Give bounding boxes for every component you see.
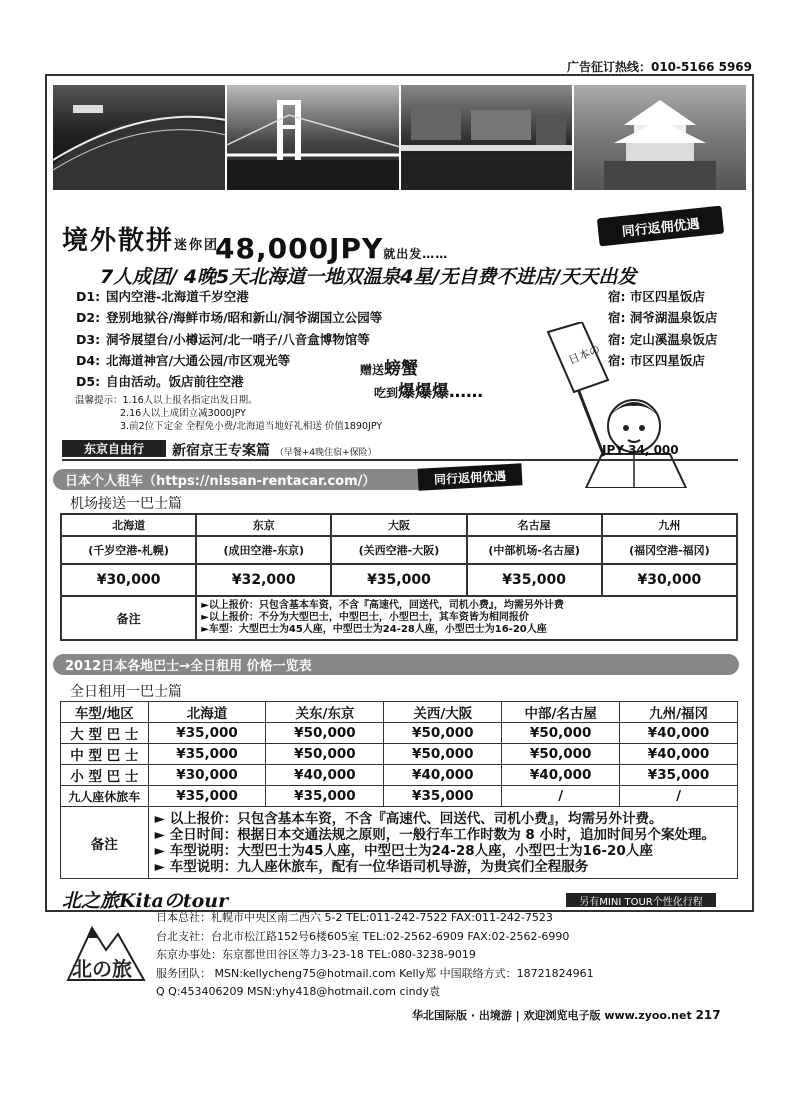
rainbow-bridge-photo (227, 85, 399, 190)
table-cell: (千岁空港-札幌) (61, 536, 196, 564)
table-cell: ¥35,000 (266, 786, 384, 807)
gift-line (360, 358, 483, 381)
table-cell: (成田空港-东京) (196, 536, 331, 564)
table-cell: ¥40,000 (502, 765, 620, 786)
table-row (61, 765, 738, 786)
table-header: 九州/福冈 (620, 702, 738, 723)
table-cell: 九州 (602, 514, 737, 536)
rental-subtitle: 机场接送一巴士篇 (70, 496, 182, 512)
hotel-item: 宿: 市区四星饭店 (608, 352, 705, 368)
tour-title-sub: 迷你团 (174, 238, 220, 253)
itinerary-item (76, 307, 382, 328)
contact-info (156, 909, 594, 1002)
company-logo (62, 910, 148, 988)
remark-line: ►车型：大型巴士为45人座，中型巴士为24-28人座，小型巴士为16-20人座 (201, 624, 547, 635)
remark-cell (148, 807, 737, 879)
table-cell: ¥50,000 (502, 723, 620, 744)
table-cell: ¥50,000 (266, 744, 384, 765)
itinerary-item (76, 350, 382, 371)
table-cell: ¥50,000 (502, 744, 620, 765)
tokyo-title-text: 新宿京王专案篇 (172, 443, 270, 459)
tour-title-main: 境外散拼 (62, 226, 175, 256)
tokyo-free-label: 东京自由行 (62, 440, 166, 457)
tour-price-value: 48,000JPY (215, 232, 384, 265)
note-line: 温馨提示：1.16人以上报名指定出发日期。 (75, 395, 258, 406)
itinerary-item (76, 329, 382, 350)
gift-label: 吃到 (374, 386, 399, 400)
airport-transfer-table (60, 513, 738, 641)
table-cell: 东京 (196, 514, 331, 536)
remark-label: 备注 (61, 596, 196, 640)
remark-line: ► 以上报价：只包含基本车资，不含『高速代、回送代、司机小费』，均需另外计费。 (154, 810, 663, 827)
table-row (61, 786, 738, 807)
bus-header (53, 654, 739, 675)
tour-price-suffix: 就出发…… (383, 247, 449, 261)
table-cell: 北海道 (61, 514, 196, 536)
rental-header-text: 日本个人租车（https://nissan-rentacar.com/） (65, 474, 376, 489)
tokyo-package-title (172, 440, 377, 460)
bus-subtitle: 全日租用一巴士篇 (70, 684, 182, 700)
table-cell: ¥50,000 (384, 723, 502, 744)
minitour-label: 另有MINI TOUR个性化行程 (566, 893, 716, 907)
commission-stamp: 同行返佣优遇 (597, 206, 724, 247)
itinerary-item (76, 286, 382, 307)
table-cell: ¥35,000 (148, 744, 266, 765)
day-text: 北海道神宫/大通公园/市区观光等 (106, 352, 291, 368)
table-cell: ¥35,000 (148, 723, 266, 744)
hotel-item: 宿: 市区四星饭店 (608, 289, 705, 304)
itinerary-item (76, 371, 382, 392)
table-cell: 大 型 巴 士 (61, 723, 149, 744)
contact-line: Q Q:453406209 MSN:yhy418@hotmail.com cindy袁 (156, 985, 441, 998)
night-city-photo (53, 85, 225, 190)
table-cell: 九人座休旅车 (61, 786, 149, 807)
contact-line: 东京办事处：东京都世田谷区等力3-23-18 TEL:080-3238-9019 (156, 948, 476, 961)
table-cell: ¥32,000 (196, 564, 331, 596)
tokyo-title-note: （早餐+4晚住宿+保险） (274, 448, 377, 458)
hotel-item: 宿: 定山溪温泉饭店 (608, 331, 718, 347)
table-cell: (关西空港-大阪) (331, 536, 466, 564)
table-header: 车型/地区 (61, 702, 149, 723)
remark-line: ►以上报价：只包含基本车资，不含『高速代，回送代，司机小费』，均需另外计费 (201, 600, 564, 611)
tour-notes (75, 394, 382, 433)
table-header: 北海道 (148, 702, 266, 723)
photo-strip (53, 85, 746, 190)
tour-title (62, 220, 219, 257)
commission-badge: 同行返佣优遇 (417, 463, 522, 490)
day-label: D3: (76, 331, 101, 347)
remark-line: ► 车型说明：大型巴士为45人座，中型巴士为24-28人座，小型巴士为16-20人座 (154, 842, 653, 859)
note-line: 3.前2位下定金 全程免小费/北海道当地好礼相送 价值1890JPY (120, 421, 383, 432)
contact-line: 服务团队： MSN:kellycheng75@hotmail.com Kelly郑 中国联络方式：18721824961 (156, 966, 594, 980)
ad-hotline: 广告征订热线：010-5166 5969 (566, 60, 752, 74)
table-header: 中部/名古屋 (502, 702, 620, 723)
table-cell: ¥50,000 (266, 723, 384, 744)
table-row (61, 723, 738, 744)
page-number: 217 (695, 1008, 721, 1022)
remark-cell (196, 596, 737, 640)
gift-item: 螃蟹 (384, 359, 419, 379)
table-cell: / (620, 786, 738, 807)
divider (62, 459, 738, 461)
table-cell: ¥40,000 (266, 765, 384, 786)
rental-header (53, 469, 438, 490)
table-cell: (福冈空港-福冈) (602, 536, 737, 564)
remark-label: 备注 (61, 807, 149, 879)
day-text: 国内空港-北海道千岁空港 (106, 289, 249, 304)
table-cell: ¥35,000 (467, 564, 602, 596)
table-cell: 中 型 巴 士 (61, 744, 149, 765)
table-row (61, 744, 738, 765)
day-text: 洞爷展望台/小樽运河/北一哨子/八音盒博物馆等 (106, 331, 370, 347)
table-cell: ¥30,000 (602, 564, 737, 596)
table-cell: / (502, 786, 620, 807)
odaiba-photo (401, 85, 573, 190)
table-header: 关西/大阪 (384, 702, 502, 723)
svg-text:日本の: 日本の (566, 342, 603, 368)
itinerary-list (76, 286, 385, 392)
page-footer (412, 1007, 721, 1023)
remark-line: ►以上报价：不分为大型巴士，中型巴士，小型巴士，其车资皆为相同报价 (201, 612, 529, 623)
table-cell: ¥35,000 (148, 786, 266, 807)
table-cell: ¥35,000 (384, 786, 502, 807)
remark-line: ► 全日时间：根据日本交通法规之原则，一般行车工作时数为 8 小时，追加时间另个案处理。 (154, 826, 715, 843)
footer-text: 华北国际版 · 出境游 | 欢迎浏览电子版 www.zyoo.net (412, 1009, 692, 1022)
logo-text: 北の旅 (72, 957, 132, 981)
gift-item: 爆爆爆…… (398, 382, 484, 402)
table-header: 关东/东京 (266, 702, 384, 723)
remark-line: ► 车型说明：九人座休旅车，配有一位华语司机导游，为贵宾们全程服务 (154, 858, 589, 875)
table-cell: ¥30,000 (148, 765, 266, 786)
day-label: D1: (76, 289, 101, 304)
table-cell: ¥35,000 (620, 765, 738, 786)
table-cell: ¥40,000 (384, 765, 502, 786)
contact-line: 台北支社：台北市松江路152号6楼605室 TEL:02-2562-6909 FAX:02-2562-6990 (156, 929, 570, 943)
tokyo-price: JPY 34, 000 (602, 443, 679, 457)
day-text: 自由活动。饭店前往空港 (106, 374, 244, 390)
contact-line: 日本总社：札幌市中央区南二西六 5-2 TEL:011-242-7522 FAX:011-242-7523 (156, 911, 553, 924)
company-brand: 北之旅Kitaのtour (62, 890, 229, 912)
gift-label: 赠送 (360, 363, 385, 377)
day-text: 登别地狱谷/海鲜市场/昭和新山/洞爷湖国立公园等 (106, 310, 383, 326)
table-cell: ¥35,000 (331, 564, 466, 596)
day-label: D5: (76, 374, 101, 390)
table-cell: ¥40,000 (620, 723, 738, 744)
table-cell: (中部机场-名古屋) (467, 536, 602, 564)
hotel-item: 宿: 洞爷湖温泉饭店 (608, 310, 718, 326)
osaka-castle-photo (574, 85, 746, 190)
table-cell: 小 型 巴 士 (61, 765, 149, 786)
tour-headline: 7人成团/ 4晚5天北海道一地双温泉4星/无自费不进店/天天出发 (100, 266, 637, 288)
note-line: 2.16人以上成团立减3000JPY (120, 408, 246, 419)
bus-header-text: 2012日本各地巴士→全日租用 价格一览表 (65, 659, 312, 674)
table-cell: ¥50,000 (384, 744, 502, 765)
day-label: D4: (76, 352, 101, 368)
samurai-flag-illustration (530, 322, 706, 488)
table-cell: ¥30,000 (61, 564, 196, 596)
table-cell: 大阪 (331, 514, 466, 536)
day-label: D2: (76, 310, 101, 326)
bus-price-table (60, 701, 738, 879)
table-cell: 名古屋 (467, 514, 602, 536)
table-cell: ¥40,000 (620, 744, 738, 765)
tour-price (215, 232, 448, 265)
